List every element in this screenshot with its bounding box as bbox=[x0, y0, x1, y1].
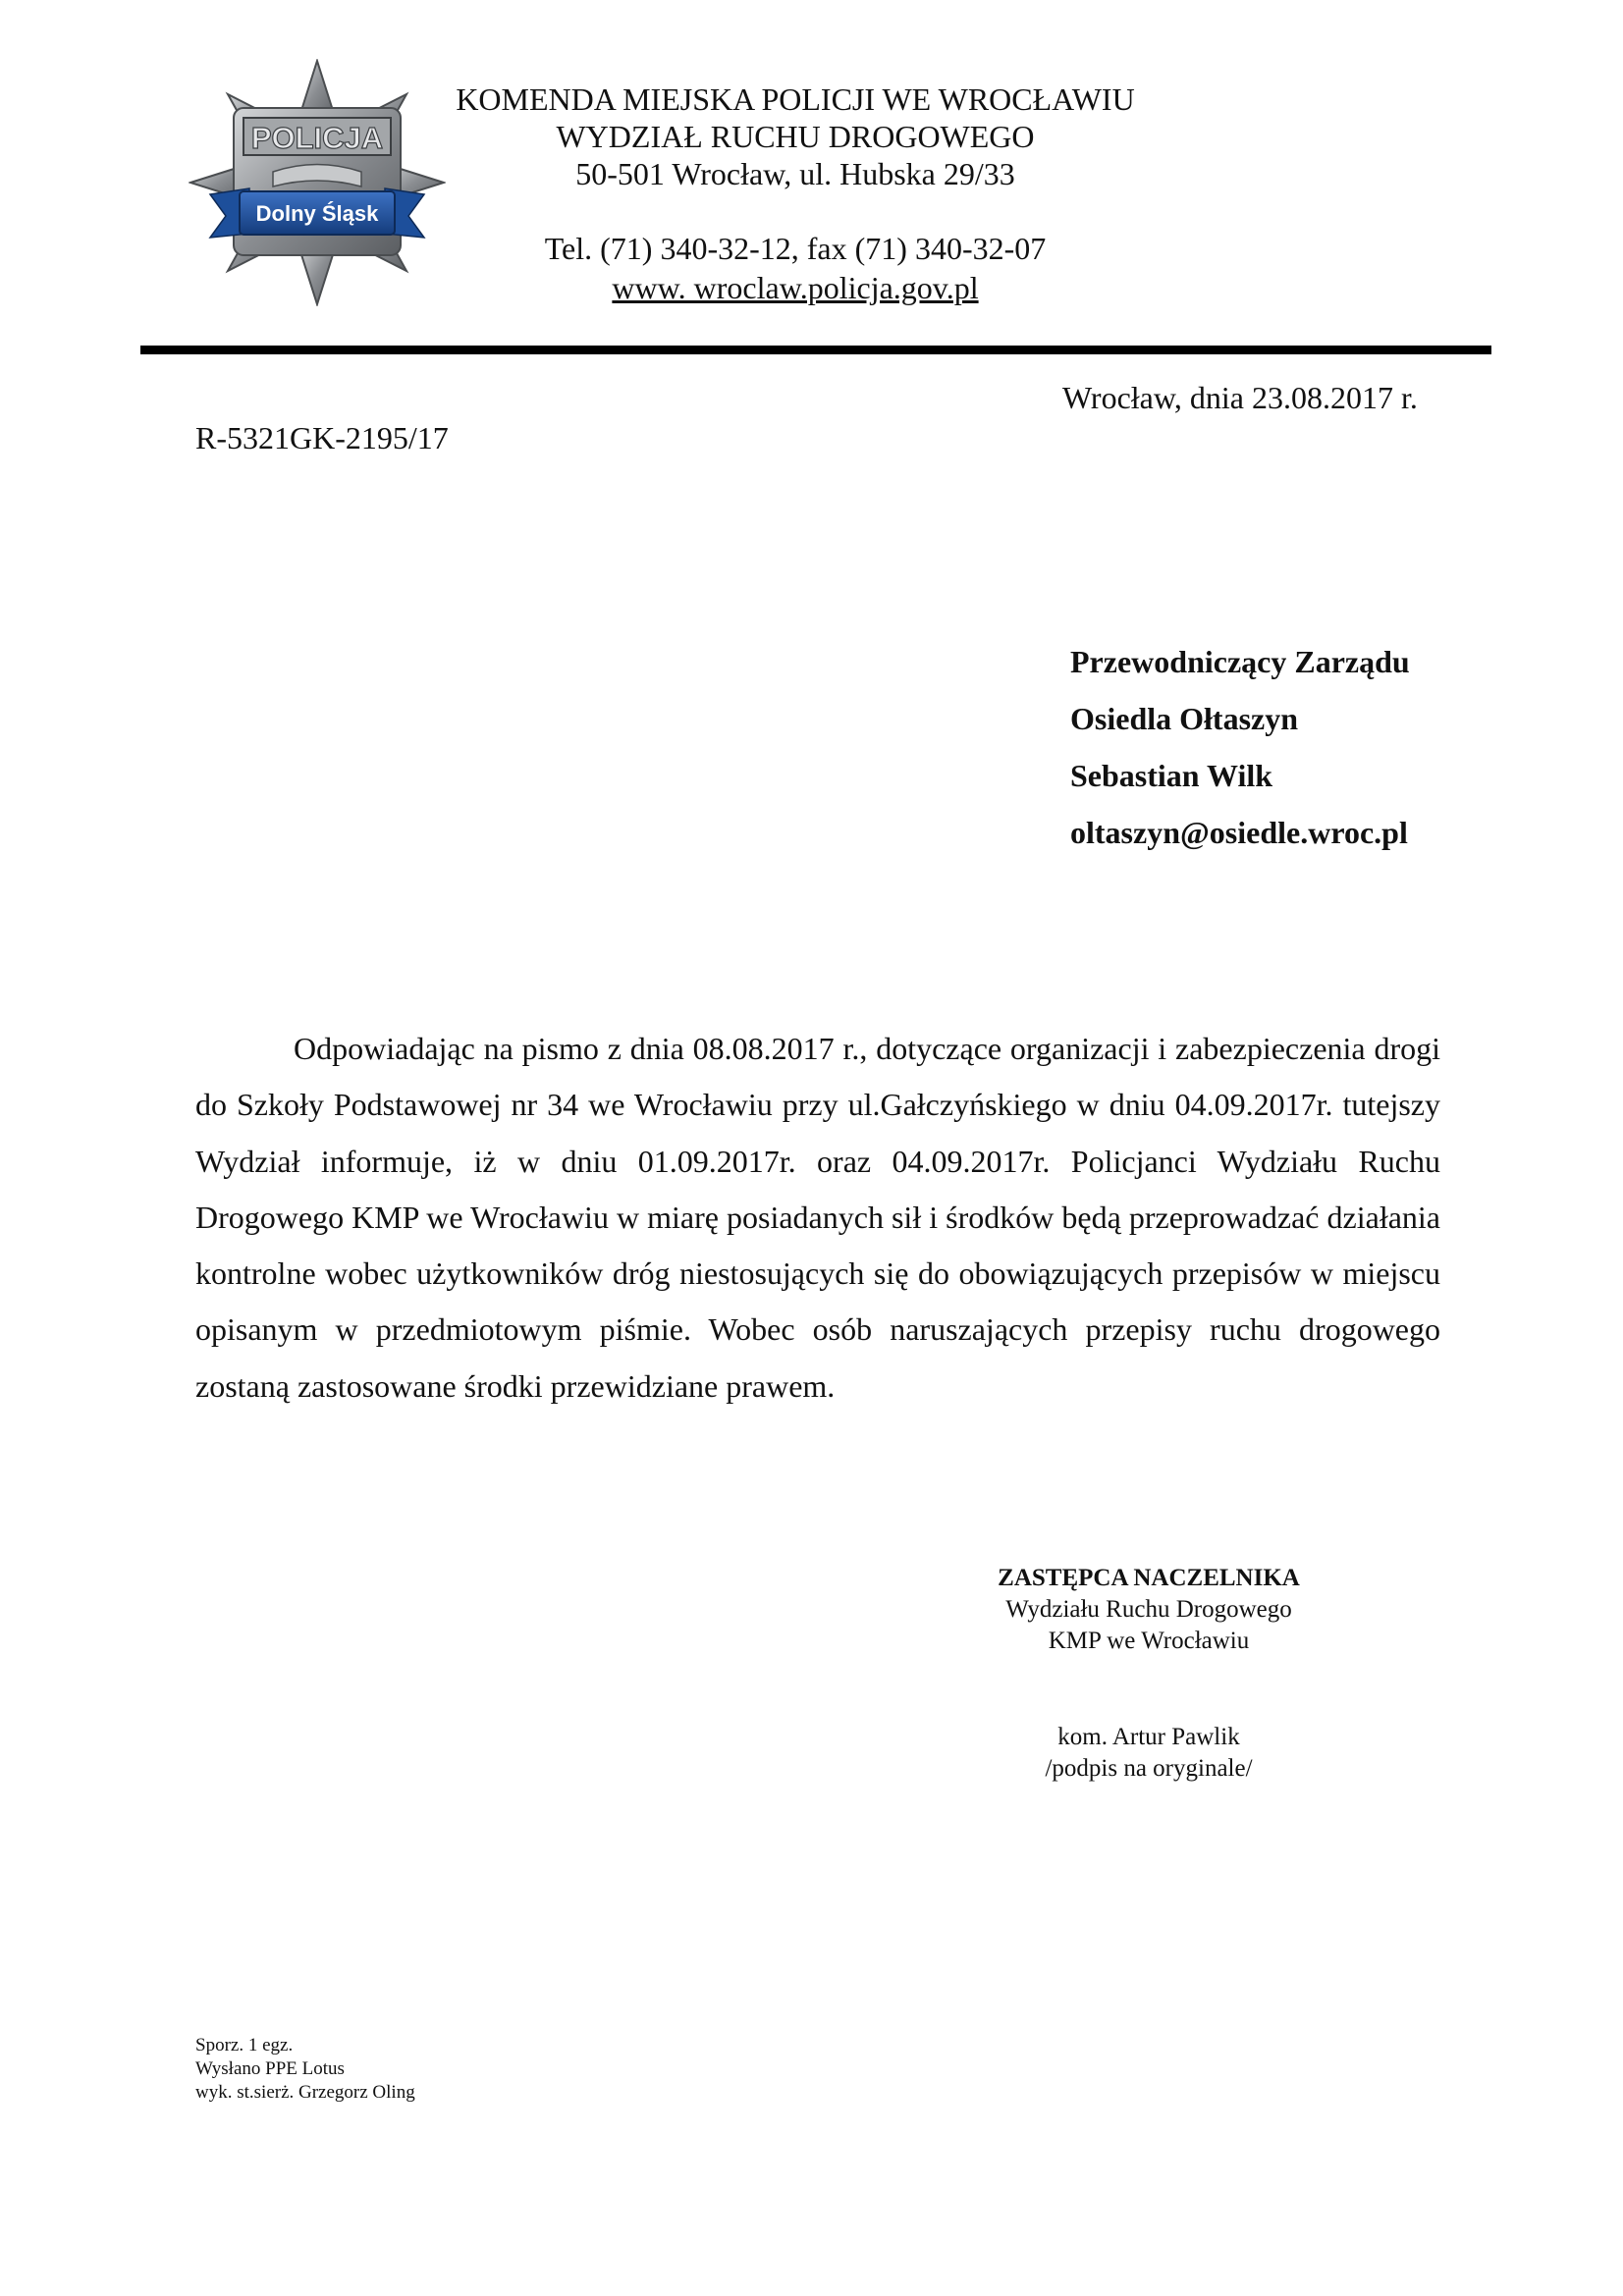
footer-line: wyk. st.sierż. Grzegorz Oling bbox=[195, 2082, 415, 2103]
signature-unit: KMP we Wrocławiu bbox=[1048, 1628, 1250, 1654]
department-name: WYDZIAŁ RUCHU DROGOWEGO bbox=[556, 119, 1035, 154]
letter-body: Odpowiadając na pismo z dnia 08.08.2017 r., dotyczące organizacji i zabezpieczenia drogi do Szkoły Podstawowej nr 34 we Wrocławiu przy ul.Gałczyńskiego w dniu 04.09.2017r. tutejszy Wydział informuje, iż w dniu 01.09.2017r. oraz 04.09.2017r. Policjanci Wydziału Ruchu Drogowego KMP we Wrocławiu w miarę posiadanych sił i środków będą przeprowadzać działania kontrolne wobec użytkowników dróg niestosujących się do obowiązujących przepisów w miejscu opisanym w przedmiotowym piśmie. Wobec osób naruszających przepisy ruchu drogowego zostaną zastosowane środki przewidziane prawem. bbox=[195, 1031, 1440, 1404]
signature-title: ZASTĘPCA NACZELNIKA bbox=[998, 1565, 1300, 1591]
addressee-line: Osiedla Ołtaszyn bbox=[1070, 701, 1299, 736]
signatory-name: kom. Artur Pawlik bbox=[1057, 1724, 1240, 1750]
addressee-name: Sebastian Wilk bbox=[1070, 758, 1273, 793]
footer-line: Sporz. 1 egz. bbox=[195, 2035, 294, 2056]
reference-number: R-5321GK-2195/17 bbox=[195, 420, 449, 455]
signature-note: /podpis na oryginale/ bbox=[1045, 1755, 1253, 1782]
logo-region-text: Dolny Śląsk bbox=[255, 201, 379, 226]
logo-banner-text: POLICJA bbox=[250, 121, 384, 155]
contact-phone-fax: Tel. (71) 340-32-12, fax (71) 340-32-07 bbox=[544, 231, 1047, 266]
signature-department: Wydziału Ruchu Drogowego bbox=[1005, 1596, 1292, 1623]
address: 50-501 Wrocław, ul. Hubska 29/33 bbox=[575, 156, 1015, 191]
footer-line: Wysłano PPE Lotus bbox=[195, 2058, 345, 2079]
addressee-line: Przewodniczący Zarządu bbox=[1070, 644, 1410, 679]
addressee-email: oltaszyn@osiedle.wroc.pl bbox=[1070, 815, 1408, 850]
header-divider bbox=[140, 346, 1491, 354]
date-line: Wrocław, dnia 23.08.2017 r. bbox=[1062, 380, 1418, 415]
organization-name: KOMENDA MIEJSKA POLICJI WE WROCŁAWIU bbox=[456, 81, 1135, 117]
website-link[interactable]: www. wroclaw.policja.gov.pl bbox=[612, 270, 979, 305]
